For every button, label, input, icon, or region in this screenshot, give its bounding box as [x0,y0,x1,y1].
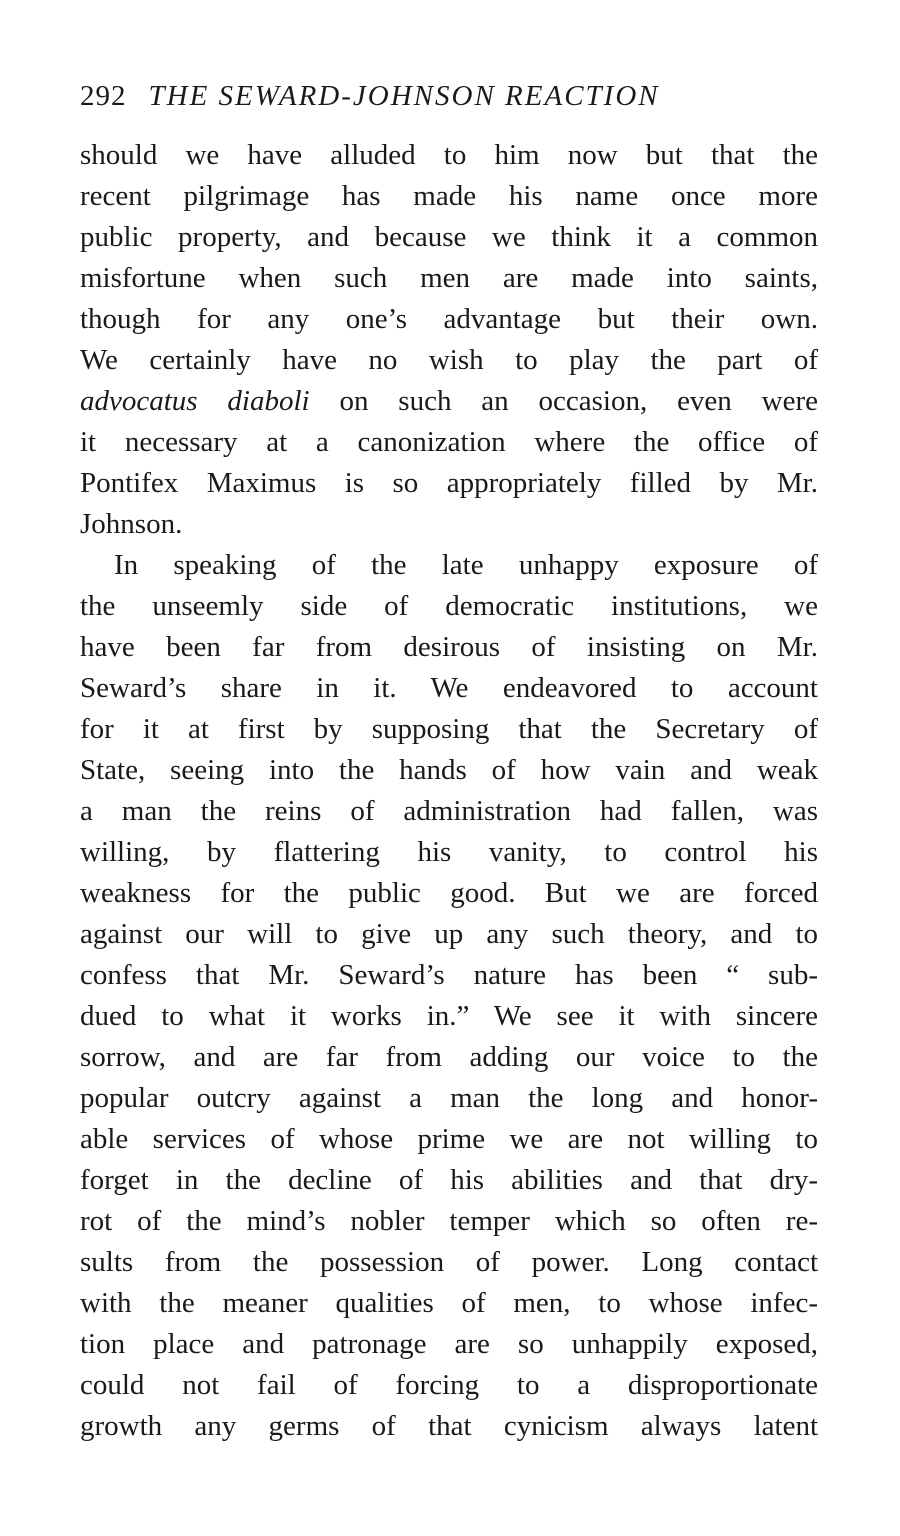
text-line: sults from the possession of power. Long contact [80,1246,818,1278]
text-line: should we have alluded to him now but that the [80,139,818,171]
running-head [80,74,820,118]
text-line: popular outcry against a man the long and honor- [80,1082,818,1114]
text-line: sorrow, and are far from adding our voice to the [80,1041,818,1073]
text-line: tion place and patronage are so unhappily exposed, [80,1328,818,1360]
text-line: forget in the decline of his abilities and that dry- [80,1164,818,1196]
text-line: rot of the mind’s nobler temper which so often re- [80,1205,818,1237]
text-line: State, seeing into the hands of how vain and weak [80,754,818,786]
body-text [80,135,818,1447]
text-line: it necessary at a canonization where the office of [80,426,818,458]
text-line: for it at first by supposing that the Secretary of [80,713,818,745]
text-line-remainder: on such an occasion, even were [339,385,818,417]
text-line: a man the reins of administration had fallen, was [80,795,818,827]
text-line: public property, and because we think it a common [80,221,818,253]
text-line: Pontifex Maximus is so appropriately filled by Mr. [80,467,818,499]
text-line: In speaking of the late unhappy exposure of [114,549,818,581]
text-line: We certainly have no wish to play the part of [80,344,818,376]
text-line: confess that Mr. Seward’s nature has been “ sub- [80,959,818,991]
text-line: have been far from desirous of insisting on Mr. [80,631,818,663]
text-line: though for any one’s advantage but their own. [80,303,818,335]
text-line [80,381,818,422]
text-line: recent pilgrimage has made his name once more [80,180,818,212]
text-line: dued to what it works in.” We see it with sincere [80,1000,818,1032]
paragraph [80,545,818,1447]
text-line: able services of whose prime we are not willing to [80,1123,818,1155]
running-title: THE SEWARD-JOHNSON REACTION [148,80,660,112]
text-line: willing, by flattering his vanity, to control his [80,836,818,868]
text-line: misfortune when such men are made into saints, [80,262,818,294]
text-line: against our will to give up any such theory, and to [80,918,818,950]
text-line: weakness for the public good. But we are forced [80,877,818,909]
text-line: could not fail of forcing to a disproportionate [80,1369,818,1401]
text-line: growth any germs of that cynicism always latent [80,1410,818,1442]
text-line: Seward’s share in it. We endeavored to account [80,672,818,704]
text-line: the unseemly side of democratic institutions, we [80,590,818,622]
page-number: 292 [80,80,127,112]
text-line: Johnson. [80,508,183,540]
text-line: with the meaner qualities of men, to whose infec- [80,1287,818,1319]
italic-phrase: advocatus diaboli [80,385,310,417]
paragraph [80,135,818,545]
